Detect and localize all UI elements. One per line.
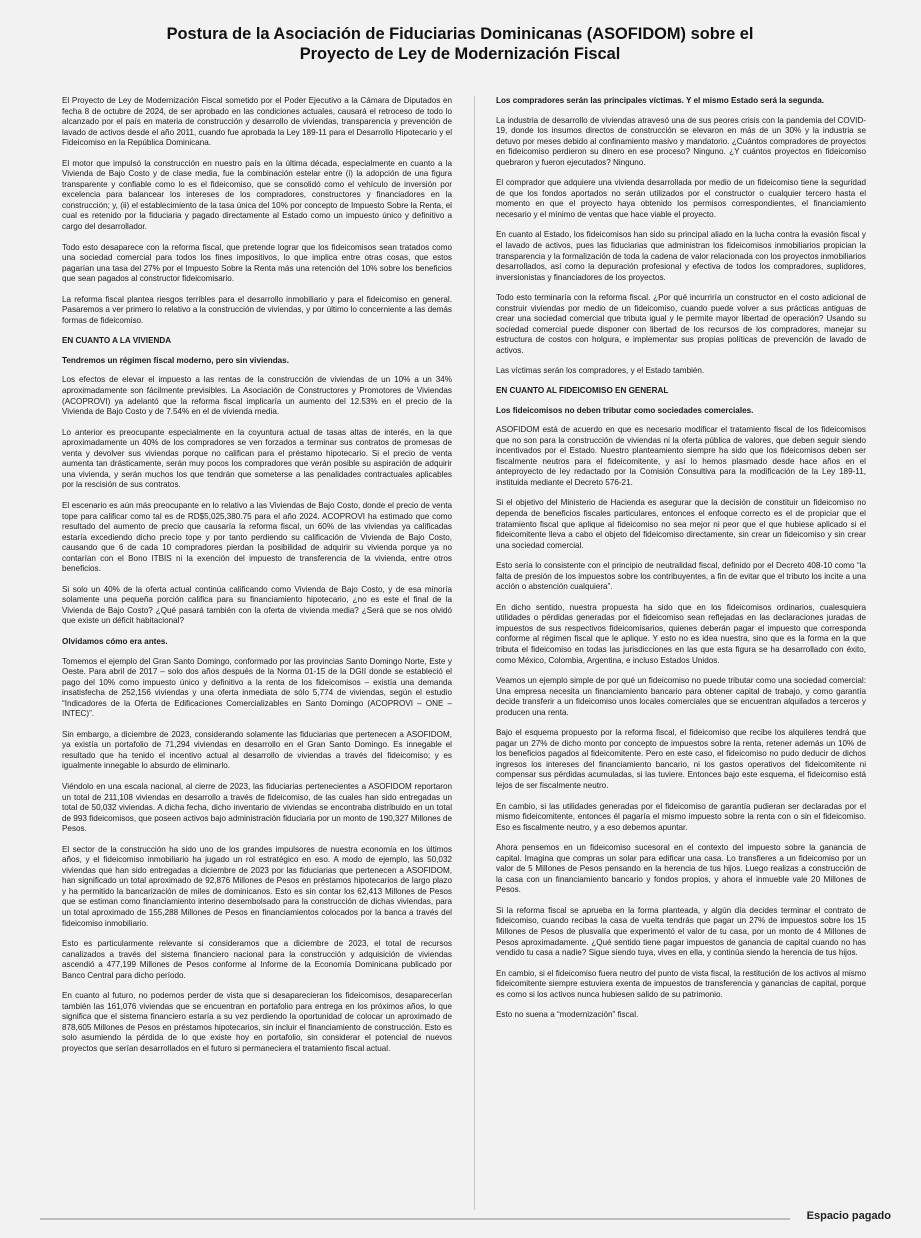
subheading: Olvidamos cómo era antes. bbox=[62, 636, 168, 646]
paragraph: El escenario es aún más preocupante en lo relativo a las Viviendas de Bajo Costo, donde el precio de venta tope para calificar como tal es de RD$5,025,380.75 para el año 2024. ACOPROVI ha estimado que como resultado del aumento de precio que causaría la reforma fiscal, un 60% de las viviendas ya calificadas estaría excediendo dicho precio tope y por tanto perdiendo su calificación de Vivienda de Bajo Costo, causando que 6 de cada 10 compradores pierdan la posibilidad de adquirir su vivienda porque ya no contarían con el Bono ITBIS ni la exención del impuesto de transferencia de la vivienda, entre otros beneficios. bbox=[62, 500, 452, 574]
paragraph: En cuanto al futuro, no podemos perder de vista que si desaparecieran los fideicomisos, desaparecerían también las 161,076 viviendas que se encuentran en portafolio para entrega en los próximos años, lo que significa que el sistema financiero estaría a su vez perdiendo la oportunidad de colocar un aproximado de 878,605 Millones de Pesos en préstamos hipotecarios, sin incluir el financiamiento de construcción. Esto es solo asumiendo la pérdida de lo que existe hoy en portafolio, sin considerar el potencial de nuevos proyectos que serían desarrollados en el futuro si permaneciera el tratamiento fiscal actual. bbox=[62, 991, 452, 1054]
paragraph: Todo esto desaparece con la reforma fiscal, que pretende lograr que los fideicomisos sean tratados como una sociedad comercial para todos los fines impositivos, lo que implica entre otras cosas, que estos pagarían una tasa del 27% por el Impuesto Sobre la Renta más una retención del 10% sobre los beneficios que sean pagados al constructor fideicomisario. bbox=[62, 242, 452, 284]
paragraph: El sector de la construcción ha sido uno de los grandes impulsores de nuestra economía en los últimos años, y el fideicomiso inmobiliario ha jugado un rol estratégico en eso. A modo de ejemplo, las 50,032 viviendas que han sido entregadas a diciembre de 2023 por las fiduciarias que pertenecen a ASOFIDOM, han significado un total aproximado de 92,876 Millones de Pesos en préstamos hipotecarios de largo plazo y ha permitido la bancarización de miles de dominicanos. Esto es sin contar los 62,413 Millones de Pesos que se estiman como financiamiento interino desembolsado para la construcción de dichas viviendas, para un total aproximado de 155,288 Millones de Pesos en financiamientos colocados por la banca a través del fideicomiso inmobiliario. bbox=[62, 844, 452, 928]
paragraph: El Proyecto de Ley de Modernización Fiscal sometido por el Poder Ejecutivo a la Cámara de Diputados en fecha 8 de octubre de 2024, de ser aprobado en las condiciones actuales, causará el retroceso de todo lo alcanzado por el país en materia de construcción y desarrollo de viviendas, transparencia y prevención de lavado de activos desde el año 2011, cuando fue aprobada la Ley 189-11 para el Desarrollo Hipotecario y el Fideicomiso en la República Dominicana. bbox=[62, 96, 452, 148]
paragraph: En cambio, si las utilidades generadas por el fideicomiso de garantía pudieran ser declaradas por el mismo fideicomitente, entonces él pagaría el mismo impuesto sobre la renta con o sin el fideicomiso. Eso es fiscalmente neutro, y a eso debemos apuntar. bbox=[496, 801, 866, 832]
right-column bbox=[496, 96, 866, 1212]
column-divider bbox=[474, 96, 475, 1210]
paragraph: Bajo el esquema propuesto por la reforma fiscal, el fideicomiso que recibe los alquileres tendrá que pagar un 27% de dicho monto por concepto de impuestos sobre la renta, retener además un 10% de los beneficios pagados al fideicomitente. Pero en este caso, el fideicomiso no pudo deducir de dichos ingresos los intereses del financiamiento bancario, ni los gastos operativos del fideicomitente ni compensar sus pérdidas acumuladas, si las tuviere. Entonces bajo este esquema, el fideicomiso está lejos de ser fiscalmente neutro. bbox=[496, 728, 866, 790]
title-line-2: Proyecto de Ley de Modernización Fiscal bbox=[299, 45, 621, 63]
paragraph: Ahora pensemos en un fideicomiso sucesoral en el contexto del impuesto sobre la ganancia de capital. Imagina que compras un solar para edificar una casa. Lo transfieres a un fideicomiso por un valor de 5 Millones de Pesos pensando en la herencia de tus hijos. Luego realizas a construcción de la casa con un financiamiento bancario y fondos propios, y ahora el inmueble vale 20 Millones de Pesos. bbox=[496, 843, 866, 895]
paragraph: El comprador que adquiere una vivienda desarrollada por medio de un fideicomiso tiene la seguridad de que los fondos aportados no serán utilizados por el constructor o cualquier tercero hasta el momento en que el proyecto haya obtenido los permisos correspondientes, el financiamiento necesario y el mínimo de ventas que hace viable el proyecto. bbox=[496, 178, 866, 219]
paragraph: Veamos un ejemplo simple de por qué un fideicomiso no puede tributar como una sociedad comercial: Una empresa necesita un financiamiento bancario para obtener capital de trabajo, y como garantía decide transferir a un fideicomiso unos locales comerciales que se encuentran alquilados a terceros y producen una renta. bbox=[496, 676, 866, 717]
paragraph: Esto sería lo consistente con el principio de neutralidad fiscal, definido por el Decreto 408-10 como “la falta de presión de los impuestos sobre los contribuyentes, a fin de evitar que el tributo los incite a una acción o abstención cualquiera”. bbox=[496, 561, 866, 592]
paragraph: Si solo un 40% de la oferta actual continúa calificando como Vivienda de Bajo Costo, y de esa minoría solamente una pequeña porción califica para su financiamiento hipotecario, ¿no es este el final de la Vivienda de Bajo Costo? ¿Qué pasará también con la oferta de vivienda media? ¿Será que se nos olvidó que existe un déficit habitacional? bbox=[62, 584, 452, 626]
title-line-1: Postura de la Asociación de Fiduciarias Dominicanas (ASOFIDOM) sobre el bbox=[166, 25, 754, 43]
footer-label: Espacio pagado bbox=[806, 1210, 891, 1222]
paragraph: Si la reforma fiscal se aprueba en la forma planteada, y algún día decides terminar el contrato de fideicomiso, cuando recibas la casa de vuelta tendrás que pagar un 27% de impuestos sobre los 15 Millones de Pesos de plusvalía que experimentó el valor de tu casa, por un monto de 4 Millones de Pesos aproximadamente. ¿Qué sentido tiene pagar impuestos de ganancia de capital cuando no has vendido tu casa a nadie? Sigue siendo tuya, vives en ella, y continúa siendo la herencia de tus hijos. bbox=[496, 905, 866, 958]
footer-rule bbox=[40, 1218, 790, 1220]
paragraph: ASOFIDOM está de acuerdo en que es necesario modificar el tratamiento fiscal de los fideicomisos que no son para la construcción de viviendas ni la oferta pública de valores, que deben seguir siendo incentivados por el Estado. Nuestro planteamiento siempre ha sido que los fideicomisos deben ser fiscalmente neutros para el fideicomitente, y así lo hemos plasmado desde hace años en el anteproyecto de ley redactado por la Comisión Consultiva para la modificación de la Ley 189-11, instituida mediante el Decreto 576-21. bbox=[496, 425, 866, 487]
paragraph: Viéndolo en una escala nacional, al cierre de 2023, las fiduciarias pertenecientes a ASOFIDOM reportaron un total de 211,108 viviendas en desarrollo a través de fideicomiso, de las cuales han sido entregadas un total de 50,032 viviendas. A dicha fecha, dicho inventario de viviendas se encontraba distribuido en un total de 993 fideicomisos, que poseen activos bajo administración fiduciaria por un monto de 190,327 Millones de Pesos. bbox=[62, 781, 452, 834]
paragraph: Tomemos el ejemplo del Gran Santo Domingo, conformado por las provincias Santo Domingo Norte, Este y Oeste. Para abril de 2017 – solo dos años después de la Norma 01-15 de la DGII donde se estableció el pago del 10% como impuesto único y definitivo a la renta de los fideicomisos – existía una demanda insatisfecha de 252,156 viviendas y una oferta inmediata de sólo 5,774 de viviendas, según el estudio “Indicadores de la Oferta de Edificaciones Comercializables en Santo Domingo (ACOPROVI – ONE – INTEC)”. bbox=[62, 656, 452, 719]
subheading: Tendremos un régimen fiscal moderno, pero sin viviendas. bbox=[62, 355, 289, 365]
paragraph: Esto no suena a “modernización” fiscal. bbox=[496, 1010, 639, 1020]
subheading: Los fideicomisos no deben tributar como sociedades comerciales. bbox=[496, 405, 754, 415]
paragraph: Los efectos de elevar el impuesto a las rentas de la construcción de viviendas de un 10% a un 34% aproximadamente son fácilmente previsibles. La Asociación de Constructores y Promotores de Viviendas (ACOPROVI) ya adelantó que la reforma fiscal implicaría un aumento del 12.53% en el precio de la Vivienda de Bajo Costo y de 7.54% en el de vivienda media. bbox=[62, 375, 452, 417]
paragraph: La reforma fiscal plantea riesgos terribles para el desarrollo inmobiliario y para el fideicomiso en general. Pasaremos a ver primero lo relativo a la construcción de viviendas, y por último lo concerniente a las demás formas de fideicomiso. bbox=[62, 294, 452, 325]
paragraph: En cuanto al Estado, los fideicomisos han sido su principal aliado en la lucha contra la evasión fiscal y el lavado de activos, pues las fiduciarias que administran los fideicomisos inmobiliarios propician la transparencia y la formalización de toda la cadena de valor relacionada con los proyectos inmobiliarios desarrollados, así como la depuración profesional y efectiva de todos los compradores, suplidores, inversionistas y financiadores de los proyectos. bbox=[496, 230, 866, 282]
paragraph: Esto es particularmente relevante si consideramos que a diciembre de 2023, el total de recursos canalizados a través del sistema financiero nacional para la construcción y adquisición de viviendas ascendió a 477,199 Millones de Pesos conforme al Informe de la Economía Dominicana publicado por Banco Central para dicho período. bbox=[62, 939, 452, 980]
section-heading: EN CUANTO A LA VIVIENDA bbox=[62, 336, 172, 346]
paragraph: La industria de desarrollo de viviendas atravesó una de sus peores crisis con la pandemia del COVID-19, donde los insumos directos de construcción se elevaron en más de un 30% y la industria se detuvo por meses debido al confinamiento masivo y mandatorio. ¿Cuántos compradores de proyectos en fideicomiso perdieron su dinero en ese proceso? Ninguno. ¿Y cuántos proyectos en fideicomiso quebraron y fueron ejecutados? Ninguno. bbox=[496, 115, 866, 167]
page-title bbox=[60, 24, 860, 64]
left-column bbox=[62, 96, 452, 1212]
paragraph: El motor que impulsó la construcción en nuestro país en la última década, especialmente en cuanto a la Vivienda de Bajo Costo y de clase media, fue la combinación estelar entre (i) la adopción de una figura transparente y confiable como lo es el fideicomiso, que se consolidó como el vehículo de inversión por excelencia para balancear los intereses de los compradores, constructores y financiadores en la construcción; y, (ii) el establecimiento de la tasa única del 10% por concepto de Impuesto Sobre la Renta, el cual es retenido por la fiduciaria y pagado directamente al Estado como un impuesto único y definitivo a cargo del desarrollador. bbox=[62, 158, 452, 232]
section-heading: EN CUANTO AL FIDEICOMISO EN GENERAL bbox=[496, 386, 669, 396]
subheading: Los compradores serán las principales víctimas. Y el mismo Estado será la segunda. bbox=[496, 96, 824, 105]
paragraph: Si el objetivo del Ministerio de Hacienda es asegurar que la decisión de constituir un fideicomiso no dependa de beneficios fiscales particulares, entonces el enfoque correcto es el de propiciar que el tratamiento fiscal que aplique al fideicomiso no sea mejor ni peor que el que hubiese aplicado si el fideicomitente lleva a cabo el objeto del fideicomiso directamente, sin crear un fideicomiso y sin crear una sociedad comercial. bbox=[496, 498, 866, 550]
paragraph: Sin embargo, a diciembre de 2023, considerando solamente las fiduciarias que pertenecen a ASOFIDOM, ya existía un portafolio de 71,294 viviendas en desarrollo en el Gran Santo Domingo. Es innegable el resultado que ha tenido el incentivo actual al desarrollo de viviendas a través del fideicomiso; y es igualmente innegable lo absurdo de eliminarlo. bbox=[62, 729, 452, 771]
paragraph: Lo anterior es preocupante especialmente en la coyuntura actual de tasas altas de interés, en la que aproximadamente un 40% de los compradores se ven forzados a terminar sus contratos de promesas de venta y devolver sus viviendas porque no califican para el préstamo hipotecario. Si el precio de venta aumenta tan drásticamente, serán muy pocos los compradores que verán posible su aspiración de adquirir una vivienda, y serán muchos los que tendrán que someterse a las penalidades contractuales aplicables por la rescisión de sus contratos. bbox=[62, 427, 452, 490]
paragraph: Las víctimas serán los compradores, y el Estado también. bbox=[496, 366, 705, 376]
paragraph: Todo esto terminaría con la reforma fiscal. ¿Por qué incurriría un constructor en el costo adicional de construir viviendas por medio de un fideicomiso, cuando puede volver a sus prácticas antiguas de crear una sociedad comercial que tributa igual y le permite mayor libertad de operación? Usando su sociedad comercial puede disponer con libertad de los recursos de los compradores, manejar su estructura de costos con holgura, e implementar sus propias políticas de prevención de lavado de activos. bbox=[496, 293, 866, 355]
paragraph: En dicho sentido, nuestra propuesta ha sido que en los fideicomisos ordinarios, cualesquiera utilidades o pérdidas generadas por el fideicomiso sean reflejadas en las declaraciones juradas de impuestos de sus respectivos fideicomisarios, quienes deberán pagar el impuesto que corresponda conforme al régimen fiscal que le aplique. Y esto no es idea nuestra, sino que es la forma en la que tributa el fideicomiso en todas las jurisdicciones en las que esta figura se ha desarrollado con éxito, como México, Colombia, Argentina, e incluso Estados Unidos. bbox=[496, 602, 866, 665]
paragraph: En cambio, si el fideicomiso fuera neutro del punto de vista fiscal, la restitución de los activos al mismo fideicomitente siempre estuviera exenta de impuestos de transferencia y ganancias de capital, porque es como si los activos nunca hubiesen salido de su patrimonio. bbox=[496, 968, 866, 999]
